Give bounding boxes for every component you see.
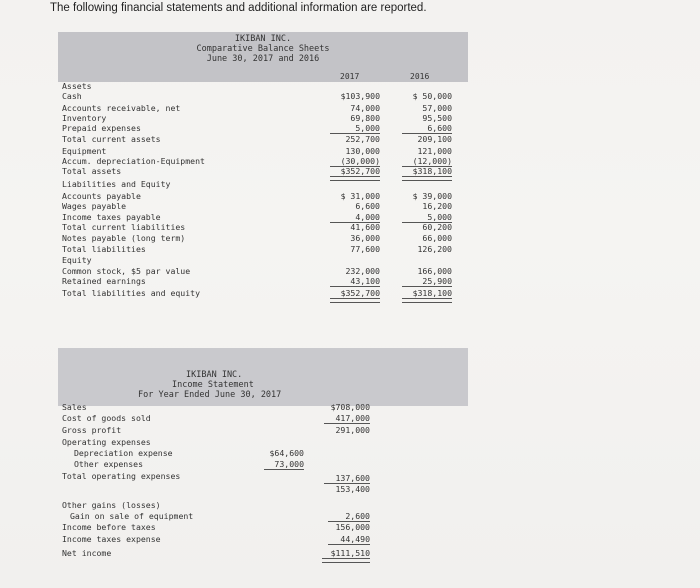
bs-row-value-v2: 166,000 (417, 266, 452, 276)
bs-row-value-v1: 232,000 (345, 266, 380, 276)
bs-row-label: Accum. depreciation-Equipment (62, 156, 205, 166)
bs-date: June 30, 2017 and 2016 (206, 54, 320, 64)
bs-row-value-v1: 74,000 (350, 103, 380, 113)
bs-row-label: Equity (62, 255, 92, 265)
is-sales: $708,000 (330, 402, 370, 412)
bs-row-value-v2: $ 39,000 (412, 191, 452, 201)
double-rule (330, 176, 380, 181)
bs-row-value-v2: 5,000 (427, 212, 452, 222)
is-gain-sale-label: Gain on sale of equipment (70, 511, 194, 521)
balance-sheet-header (58, 32, 468, 82)
is-company: IKIBAN INC. (186, 370, 243, 380)
bs-row-label: Total current liabilities (62, 222, 186, 232)
bs-row-label: Total liabilities (62, 244, 146, 254)
bs-row-value-v2: 16,200 (422, 201, 452, 211)
bs-row-value-v2: (12,000) (412, 156, 452, 166)
bs-row-label: Notes payable (long term) (62, 233, 186, 243)
bs-row-value-v1: 6,600 (355, 201, 380, 211)
double-rule (402, 176, 452, 181)
is-ibt: 156,000 (335, 522, 370, 532)
rule (402, 286, 452, 287)
bs-row-value-v2: $318,100 (412, 288, 452, 298)
bs-row-value-v2: 95,500 (422, 113, 452, 123)
is-tax-label: Income taxes expense (62, 534, 161, 544)
bs-row-value-v2: $ 50,000 (412, 91, 452, 101)
rule (324, 423, 370, 424)
bs-row-label: Assets (62, 81, 92, 91)
bs-row-value-v1: 130,000 (345, 146, 380, 156)
bs-row-label: Inventory (62, 113, 107, 123)
is-title: Income Statement (172, 380, 254, 390)
is-sales-label: Sales (62, 402, 87, 412)
is-gain-sale: 2,600 (345, 511, 370, 521)
income-statement (58, 398, 468, 568)
is-total-opex-label: Total operating expenses (62, 471, 181, 481)
is-cogs: 417,000 (335, 413, 370, 423)
bs-row-label: Total liabilities and equity (62, 288, 201, 298)
double-rule (330, 298, 380, 303)
bs-row-value-v2: 121,000 (417, 146, 452, 156)
bs-row-label: Total current assets (62, 134, 161, 144)
bs-row-value-v1: (30,000) (340, 156, 380, 166)
bs-row-value-v2: 25,900 (422, 276, 452, 286)
bs-row-value-v2: 126,200 (417, 244, 452, 254)
is-other: 73,000 (274, 459, 304, 469)
is-net: $111,510 (330, 548, 370, 558)
bs-row-value-v1: $103,900 (340, 91, 380, 101)
bs-row-label: Retained earnings (62, 276, 146, 286)
bs-row-label: Wages payable (62, 201, 127, 211)
rule (328, 544, 370, 545)
bs-row-value-v2: 209,100 (417, 134, 452, 144)
is-net-label: Net income (62, 548, 112, 558)
is-tax: 44,490 (340, 534, 370, 544)
bs-row-value-v1: 69,800 (350, 113, 380, 123)
rule (330, 286, 380, 287)
is-other-label: Other expenses (74, 459, 144, 469)
bs-title: Comparative Balance Sheets (196, 44, 330, 54)
bs-row-value-v2: $318,100 (412, 166, 452, 176)
bs-year-2017: 2017 (340, 72, 360, 81)
is-total-opex: 137,600 (335, 473, 370, 483)
is-op-income: 153,400 (335, 484, 370, 494)
bs-row-label: Total assets (62, 166, 122, 176)
bs-row-value-v1: 4,000 (355, 212, 380, 222)
double-rule (322, 558, 370, 563)
intro-text: The following financial statements and additional information are reported. (50, 2, 427, 14)
is-gains-label: Other gains (losses) (62, 500, 161, 510)
bs-year-2016: 2016 (410, 72, 430, 81)
rule (264, 469, 304, 470)
bs-row-label: Accounts payable (62, 191, 141, 201)
double-rule (402, 298, 452, 303)
bs-row-label: Equipment (62, 146, 107, 156)
is-cogs-label: Cost of goods sold (62, 413, 151, 423)
is-ibt-label: Income before taxes (62, 522, 156, 532)
bs-row-label: Income taxes payable (62, 212, 161, 222)
bs-row-value-v1: $ 31,000 (340, 191, 380, 201)
is-gross-label: Gross profit (62, 425, 122, 435)
bs-row-value-v2: 57,000 (422, 103, 452, 113)
bs-company: IKIBAN INC. (234, 34, 292, 44)
bs-row-label: Prepaid expenses (62, 123, 141, 133)
is-opex-label: Operating expenses (62, 437, 151, 447)
bs-row-label: Liabilities and Equity (62, 179, 171, 189)
is-dep-label: Depreciation expense (74, 448, 173, 458)
bs-row-value-v2: 60,200 (422, 222, 452, 232)
bs-row-value-v2: 66,000 (422, 233, 452, 243)
bs-row-value-v1: $352,700 (340, 166, 380, 176)
is-dep: $64,600 (269, 448, 304, 458)
bs-row-value-v1: 5,000 (355, 123, 380, 133)
bs-row-value-v2: 6,600 (427, 123, 452, 133)
bs-row-label: Cash (62, 91, 82, 101)
bs-row-value-v1: 36,000 (350, 233, 380, 243)
bs-row-value-v1: 77,600 (350, 244, 380, 254)
bs-row-label: Accounts receivable, net (62, 103, 181, 113)
is-period: For Year Ended June 30, 2017 (138, 390, 282, 400)
bs-row-value-v1: 43,100 (350, 276, 380, 286)
bs-row-value-v1: 41,600 (350, 222, 380, 232)
bs-row-label: Common stock, $5 par value (62, 266, 191, 276)
bs-row-value-v1: 252,700 (345, 134, 380, 144)
bs-row-value-v1: $352,700 (340, 288, 380, 298)
is-gross: 291,000 (335, 425, 370, 435)
